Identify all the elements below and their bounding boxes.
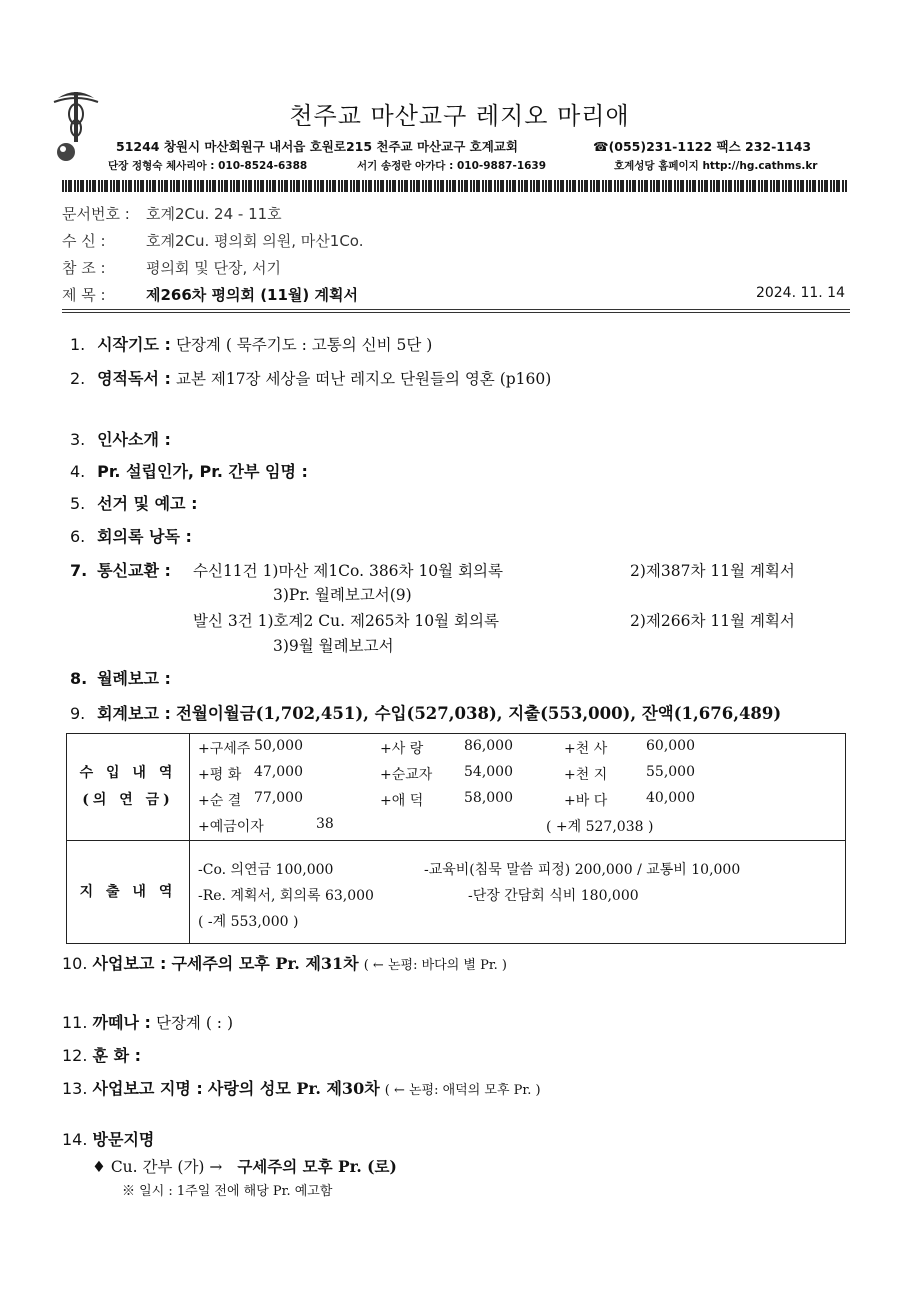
- sent-line-2: 2)제266차 11월 계획서: [630, 612, 795, 630]
- item-number: 13.: [62, 1079, 88, 1098]
- sent-line-1: 발신 3건 1)호계2 Cu. 제265차 10월 회의록: [193, 612, 499, 630]
- item-number: 4.: [70, 462, 86, 481]
- item-text: 단장계 ( : ): [155, 1014, 234, 1032]
- item-label: 회계보고 :: [97, 704, 171, 723]
- subject: 제266차 평의회 (11월) 계획서: [146, 286, 358, 304]
- church-phone: ☎(055)231-1122 팩스 232-1143: [593, 139, 812, 154]
- item-number: 3.: [70, 430, 86, 449]
- item-label: 시작기도 :: [97, 335, 171, 354]
- recipient-label: 수 신 :: [62, 232, 106, 250]
- item-work-report: [62, 951, 507, 974]
- double-rule-divider: [62, 309, 850, 313]
- item-number: 1.: [70, 335, 86, 354]
- item-label: 회의록 낭독 :: [97, 527, 192, 546]
- income-entry: +천 사 60,000: [564, 738, 695, 757]
- reference-row: [62, 257, 281, 278]
- item-praesidium-approval: [70, 459, 308, 482]
- received-line-3: 3)Pr. 월례보고서(9): [273, 586, 412, 604]
- income-row: [67, 734, 846, 841]
- finance-table: [66, 733, 846, 944]
- item-work-report-assignment: [62, 1076, 541, 1099]
- expense-entry: -단장 간담회 식비 180,000: [468, 888, 639, 904]
- church-address: 51244 창원시 마산회원구 내서읍 호원로215 천주교 마산교구 호계교회: [116, 139, 518, 154]
- item-label: 영적독서 :: [97, 369, 171, 388]
- item-text: 교본 제17장 세상을 떠난 레지오 단원들의 영혼 (p160): [175, 370, 552, 388]
- visitation-target: 구세주의 모후 Pr. (로): [237, 1157, 397, 1176]
- item-note: ( ← 논평: 바다의 별 Pr. ): [363, 958, 507, 973]
- item-label: 통신교환 :: [97, 561, 171, 580]
- reference: 평의회 및 단장, 서기: [146, 259, 281, 277]
- item-label: 사업보고 지명 :: [92, 1079, 203, 1098]
- item-number: 6.: [70, 527, 86, 546]
- item-number: 12.: [62, 1046, 88, 1065]
- income-entry: +순 결 77,000: [198, 790, 303, 809]
- income-header-subtitle: (의 연 금): [82, 792, 174, 808]
- expense-total: ( -계 553,000 ): [198, 914, 299, 930]
- income-details: [190, 734, 846, 841]
- item-number: 14.: [62, 1130, 88, 1149]
- item-allocution: [62, 1043, 141, 1066]
- item-number: 10.: [62, 954, 88, 973]
- item-treasurer-report: [70, 700, 781, 724]
- income-entry: +순교자 54,000: [380, 764, 513, 783]
- expense-entry: -Re. 계획서, 회의록 63,000: [198, 888, 374, 904]
- item-number: 5.: [70, 494, 86, 513]
- item-number: 9.: [70, 704, 86, 723]
- item-label: Pr. 설립인가, Pr. 간부 임명 :: [97, 462, 308, 481]
- expense-details: [190, 841, 846, 944]
- website-contact: 호계성당 홈페이지 http://hg.cathms.kr: [614, 160, 818, 172]
- income-header: [67, 734, 190, 841]
- expense-entry: -Co. 의연금 100,000: [198, 862, 334, 878]
- visitation-note: ※ 일시 : 1주일 전에 해당 Pr. 예고함: [122, 1184, 333, 1199]
- doc-number-row: [62, 203, 282, 224]
- item-label: 까떼나 :: [92, 1013, 151, 1032]
- recipient-row: [62, 230, 363, 251]
- document-date: 2024. 11. 14: [755, 285, 845, 301]
- leader-contact: 단장 정형숙 체사리아 : 010-8524-6388: [108, 160, 308, 172]
- item-elections: [70, 491, 197, 514]
- item-label: 인사소개 :: [97, 430, 171, 449]
- expense-entry: -교육비(침묵 말씀 피정) 200,000 / 교통비 10,000: [424, 862, 741, 878]
- item-note: ( ← 논평: 애덕의 모후 Pr. ): [384, 1083, 541, 1098]
- item-number: 11.: [62, 1013, 88, 1032]
- item-label: 선거 및 예고 :: [97, 494, 198, 513]
- item-opening-prayer: [70, 332, 432, 355]
- income-entry: +구세주 50,000: [198, 738, 303, 757]
- item-monthly-report: [70, 666, 171, 689]
- header-divider-pattern: [62, 180, 848, 192]
- secretary-contact: 서기 송정란 아가다 : 010-9887-1639: [357, 160, 547, 172]
- received-line-1: 수신11건 1)마산 제1Co. 386차 10월 회의록: [193, 562, 503, 580]
- document-title: 천주교 마산교구 레지오 마리애: [289, 102, 630, 130]
- item-text: 사랑의 성모 Pr. 제30차: [207, 1079, 380, 1098]
- income-header-title: 수 입 내 역: [79, 765, 177, 781]
- item-number: 8.: [70, 669, 88, 688]
- sent-line-3: 3)9월 월례보고서: [273, 637, 394, 655]
- doc-number-label: 문서번호 :: [62, 205, 130, 223]
- item-label: 월례보고 :: [97, 669, 171, 688]
- item-label: 방문지명: [92, 1130, 155, 1149]
- visitation-from: ♦ Cu. 간부 (가) →: [92, 1158, 223, 1176]
- income-entry: +바 다 40,000: [564, 790, 695, 809]
- item-label: 사업보고 :: [92, 954, 167, 973]
- subject-row: [62, 284, 358, 305]
- received-line-2: 2)제387차 11월 계획서: [630, 562, 795, 580]
- income-entry: +사 랑 86,000: [380, 738, 513, 757]
- recipient: 호계2Cu. 평의회 의원, 마산1Co.: [146, 232, 364, 250]
- reference-label: 참 조 :: [62, 259, 106, 277]
- doc-number: 호계2Cu. 24 - 11호: [146, 205, 282, 223]
- item-introductions: [70, 427, 171, 450]
- subject-label: 제 목 :: [62, 286, 106, 304]
- expense-row: [67, 841, 846, 944]
- item-label: 훈 화 :: [92, 1046, 141, 1065]
- item-correspondence: [70, 558, 171, 581]
- item-spiritual-reading: [70, 366, 551, 389]
- item-number: 7.: [70, 561, 88, 580]
- item-minutes-reading: [70, 524, 192, 547]
- treasurer-summary: 전월이월금(1,702,451), 수입(527,038), 지출(553,000), 잔액(1,676,489): [175, 704, 782, 723]
- interest-entry: +예금이자 38: [198, 816, 334, 835]
- expense-header: 지 출 내 역: [67, 841, 190, 944]
- income-entry: +평 화 47,000: [198, 764, 303, 783]
- item-text: 구세주의 모후 Pr. 제31차: [171, 954, 359, 973]
- visitation-line: [92, 1155, 397, 1177]
- item-number: 2.: [70, 369, 86, 388]
- income-entry: +애 덕 58,000: [380, 790, 513, 809]
- item-visitation-assignment: [62, 1127, 154, 1150]
- income-entry: +천 지 55,000: [564, 764, 695, 783]
- income-total: ( +계 527,038 ): [546, 819, 654, 835]
- item-text: 단장계 ( 묵주기도 : 고통의 신비 5단 ): [175, 336, 433, 354]
- item-catena: [62, 1010, 233, 1033]
